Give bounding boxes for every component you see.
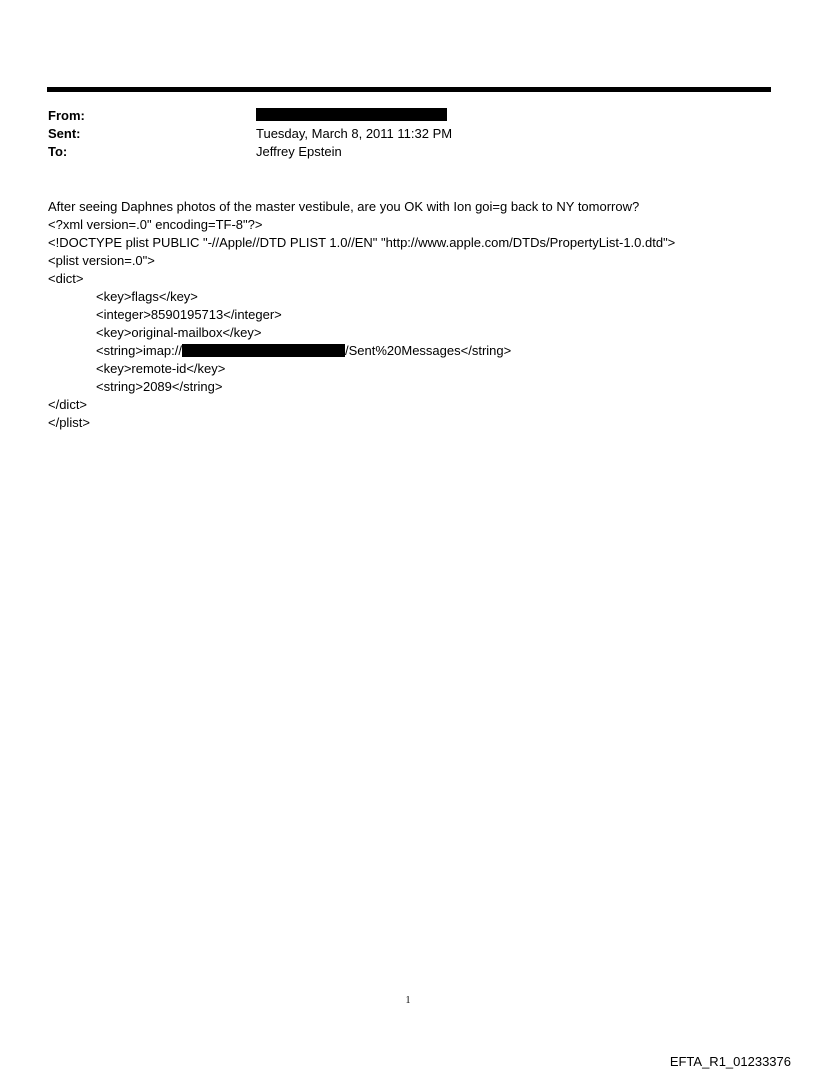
plist-close: </plist> xyxy=(48,415,90,430)
plist-open: <plist version=.0"> xyxy=(48,253,155,268)
to-label: To: xyxy=(48,144,68,159)
from-row xyxy=(48,107,748,125)
to-row xyxy=(48,143,748,161)
string-imap-suffix: /Sent%20Messages</string> xyxy=(345,343,512,358)
message-body xyxy=(48,198,788,432)
string-remote: <string>2089</string> xyxy=(96,379,223,394)
document-id: EFTA_R1_01233376 xyxy=(669,1054,791,1069)
key-flags: <key>flags</key> xyxy=(96,289,198,304)
sent-label: Sent: xyxy=(48,126,81,141)
string-imap xyxy=(48,342,788,360)
string-imap-prefix: <string>imap:// xyxy=(96,343,182,358)
from-label: From: xyxy=(48,108,85,123)
message-text: After seeing Daphnes photos of the master vestibule, are you OK with Ion goi=g back to NY tomorrow? xyxy=(48,199,640,214)
xml-declaration: <?xml version=.0" encoding=TF-8"?> xyxy=(48,217,263,232)
doctype-line: <!DOCTYPE plist PUBLIC "-//Apple//DTD PLIST 1.0//EN" "http://www.apple.com/DTDs/PropertyList-1.0.dtd"> xyxy=(48,235,676,250)
imap-redaction xyxy=(182,344,345,357)
integer-flags: <integer>8590195713</integer> xyxy=(96,307,282,322)
from-redaction xyxy=(256,108,447,121)
key-mailbox: <key>original-mailbox</key> xyxy=(96,325,262,340)
key-remote: <key>remote-id</key> xyxy=(96,361,226,376)
sent-value: Tuesday, March 8, 2011 11:32 PM xyxy=(256,126,453,141)
page-number: 1 xyxy=(405,995,411,1006)
to-value: Jeffrey Epstein xyxy=(256,144,342,159)
dict-close: </dict> xyxy=(48,397,88,412)
sent-row xyxy=(48,125,748,143)
dict-open: <dict> xyxy=(48,271,84,286)
header-divider xyxy=(47,87,771,92)
